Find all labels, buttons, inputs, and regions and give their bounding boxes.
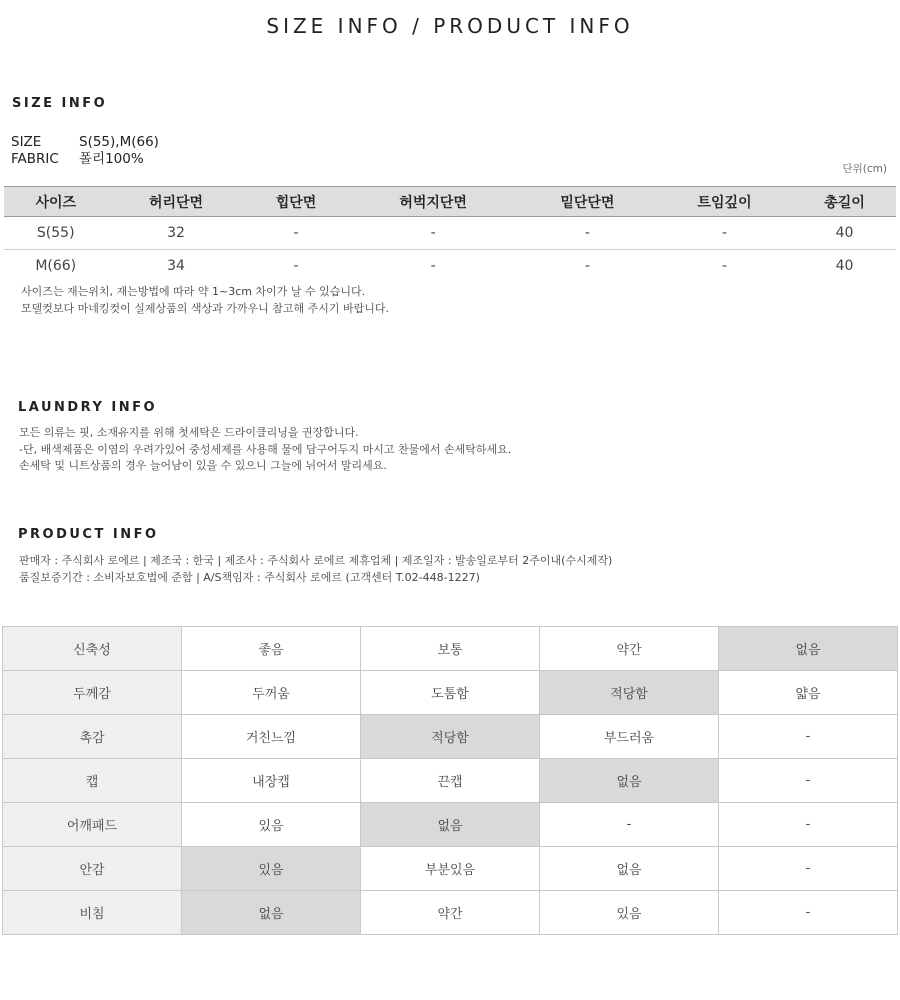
table-cell: - — [430, 258, 436, 274]
column-header: 사이즈 — [4, 187, 107, 217]
property-option-selected: 없음 — [361, 803, 540, 847]
property-option: - — [719, 803, 898, 847]
product-info-line: 품질보증기간 : 소비자보호법에 준함 | A/S책임자 : 주식회사 로에르 (고객센터 T.02-448-1227) — [19, 570, 480, 584]
fabric-value: 폴리100% — [79, 151, 144, 167]
size-note-line: 모델컷보다 마네킹컷이 실제상품의 색상과 가까우니 참고해 주시기 바랍니다. — [21, 301, 390, 315]
property-row — [3, 803, 898, 847]
size-label: SIZE — [11, 134, 42, 150]
property-option: 도톰함 — [361, 671, 540, 715]
property-option: 약간 — [361, 891, 540, 935]
size-table — [4, 186, 896, 282]
column-header: 힙단면 — [245, 187, 348, 217]
spec-block — [11, 134, 159, 168]
property-row — [3, 671, 898, 715]
table-cell: 40 — [835, 258, 854, 274]
laundry-line: 손세탁 및 니트상품의 경우 늘어남이 있을 수 있으니 그늘에 뉘어서 말리세요. — [19, 459, 387, 472]
property-option: - — [719, 759, 898, 803]
property-option: - — [540, 803, 719, 847]
property-row — [3, 759, 898, 803]
property-option: 부분있음 — [361, 847, 540, 891]
property-table — [2, 626, 898, 935]
product-info-line: 판매자 : 주식회사 로에르 | 제조국 : 한국 | 제조사 : 주식회사 로에르 제휴업체 | 제조일자 : 발송일로부터 2주이내(수시제작) — [19, 554, 613, 567]
table-cell: - — [519, 217, 656, 250]
property-row — [3, 847, 898, 891]
table-cell: - — [722, 258, 728, 274]
property-option: 부드러움 — [540, 715, 719, 759]
property-label: 캡 — [3, 759, 182, 803]
property-option-selected: 적당함 — [540, 671, 719, 715]
size-notes — [21, 284, 389, 317]
column-header: 총길이 — [793, 187, 896, 217]
table-cell: 40 — [793, 217, 896, 250]
column-header: 밑단단면 — [519, 187, 656, 217]
property-option: 끈캡 — [361, 759, 540, 803]
fabric-label: FABRIC — [11, 151, 59, 167]
property-row — [3, 891, 898, 935]
property-row — [3, 715, 898, 759]
fabric-spec-row — [11, 151, 159, 168]
product-info-heading: PRODUCT INFO — [18, 527, 159, 542]
table-row — [4, 250, 896, 283]
table-cell: - — [245, 217, 348, 250]
laundry-line: 모든 의류는 핏, 소재유지를 위해 첫세탁은 드라이클리닝을 권장합니다. — [19, 426, 359, 439]
table-cell: S(55) — [4, 217, 107, 250]
property-option-selected: 없음 — [719, 627, 898, 671]
table-cell: 32 — [107, 217, 244, 250]
property-option: - — [719, 847, 898, 891]
property-option: 거친느낌 — [182, 715, 361, 759]
property-option: - — [719, 715, 898, 759]
property-option-selected: 있음 — [182, 847, 361, 891]
property-option: 없음 — [540, 847, 719, 891]
size-value: S(55),M(66) — [79, 134, 159, 150]
table-row — [4, 217, 896, 250]
size-info-heading: SIZE INFO — [12, 96, 108, 111]
laundry-notes — [19, 425, 511, 475]
property-option-selected: 없음 — [182, 891, 361, 935]
column-header: 트임깊이 — [656, 187, 793, 217]
property-option: 내장캡 — [182, 759, 361, 803]
product-info-notes — [19, 553, 612, 586]
table-cell: - — [347, 217, 518, 250]
size-spec-row — [11, 134, 159, 151]
property-label: 두께감 — [3, 671, 182, 715]
table-cell: - — [293, 258, 299, 274]
property-label: 어깨패드 — [3, 803, 182, 847]
property-label: 안감 — [3, 847, 182, 891]
page-title: SIZE INFO / PRODUCT INFO — [266, 14, 634, 38]
property-option-selected: 적당함 — [361, 715, 540, 759]
property-label: 촉감 — [3, 715, 182, 759]
table-cell: - — [656, 217, 793, 250]
column-header: 허리단면 — [107, 187, 244, 217]
table-cell: M(66) — [35, 258, 77, 274]
table-cell: - — [584, 258, 590, 274]
property-label: 비침 — [3, 891, 182, 935]
size-table-header — [4, 187, 896, 217]
property-option: 두꺼움 — [182, 671, 361, 715]
property-option: - — [719, 891, 898, 935]
unit-label: 단위(cm) — [842, 163, 887, 175]
property-option: 얇음 — [719, 671, 898, 715]
size-note-line: 사이즈는 재는위치, 재는방법에 따라 약 1~3cm 차이가 날 수 있습니다. — [21, 285, 366, 298]
property-option: 좋음 — [182, 627, 361, 671]
table-cell: 34 — [167, 258, 185, 274]
property-row — [3, 627, 898, 671]
property-option: 약간 — [540, 627, 719, 671]
property-label: 신축성 — [3, 627, 182, 671]
property-option: 있음 — [182, 803, 361, 847]
property-option: 보통 — [361, 627, 540, 671]
laundry-line: -단, 배색제품은 이염의 우려가있어 중성세제를 사용해 물에 담구어두지 마시고 찬물에서 손세탁하세요. — [19, 442, 512, 456]
laundry-info-heading: LAUNDRY INFO — [18, 400, 158, 415]
property-option-selected: 없음 — [540, 759, 719, 803]
column-header: 허벅지단면 — [347, 187, 518, 217]
property-option: 있음 — [540, 891, 719, 935]
